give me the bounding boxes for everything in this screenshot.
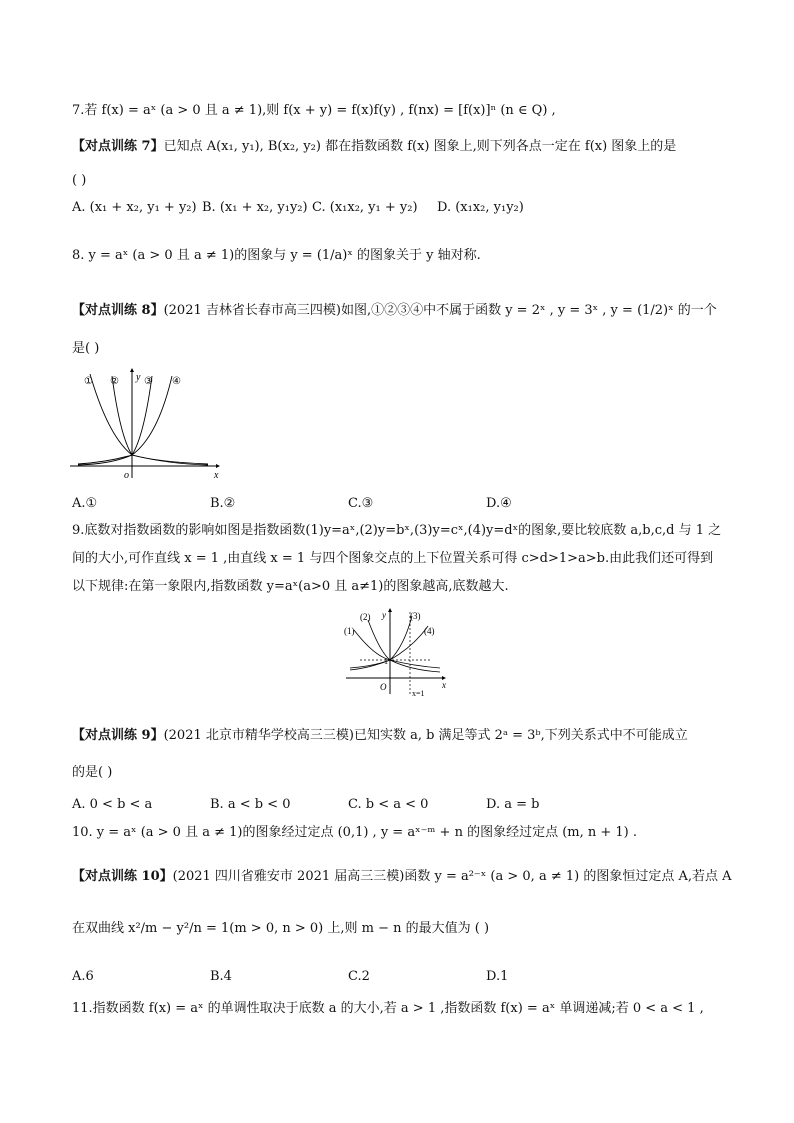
option-d: D. a = b	[486, 797, 540, 812]
exercise-9-stem: (2021 北京市精华学校高三三模)已知实数 a, b 满足等式 2ᵃ = 3ᵇ,下列关系式中不可能成立	[163, 728, 688, 743]
exercise-7-paren: ( )	[72, 173, 87, 188]
exercise-9-text	[72, 727, 734, 745]
option-a: A. 0 < b < a	[72, 797, 153, 812]
point-8-text: 8. y = aˣ (a > 0 且 a ≠ 1)的图象与 y = (1/a)ˣ 的图象关于 y 轴对称.	[72, 248, 481, 263]
option-d: D.④	[486, 496, 512, 511]
exercise-8-stem: (2021 吉林省长春市高三四模)如图,①②③④中不属于函数 y = 2ˣ , y = 3ˣ , y = (1/2)ˣ 的一个	[163, 303, 717, 318]
x-equals-1-label: x=1	[412, 689, 425, 698]
exercise-7-text	[72, 138, 734, 156]
point-9-line1: 9.底数对指数函数的影响如图是指数函数(1)y=aˣ,(2)y=bˣ,(3)y=cˣ,(4)y=dˣ的图象,要比较底数 a,b,c,d 与 1 之	[72, 523, 722, 538]
exercise-10-cont: 在双曲线 x²/m − y²/n = 1(m > 0, n > 0) 上,则 m − n 的最大值为 ( )	[72, 921, 490, 936]
exercise-7-tag: 【对点训练 7】	[72, 139, 164, 154]
point-7-text: 7.若 f(x) = aˣ (a > 0 且 a ≠ 1),则 f(x + y) = f(x)f(y) , f(nx) = [f(x)]ⁿ (n ∈ Q) ,	[72, 103, 556, 118]
option-a: A. (x₁ + x₂, y₁ + y₂)	[72, 200, 197, 215]
option-a: A.6	[72, 969, 94, 984]
one-label: 1	[384, 657, 388, 666]
exercise-8-cont: 是( )	[72, 341, 100, 356]
exercise-9-tag: 【对点训练 9】	[72, 728, 164, 743]
option-c: C. b < a < 0	[348, 797, 429, 812]
option-c: C. (x₁x₂, y₁ + y₂)	[312, 200, 418, 215]
curve-1-label: (1)	[344, 626, 355, 636]
origin-label: o	[124, 470, 129, 481]
option-b: B. (x₁ + x₂, y₁y₂)	[202, 200, 308, 215]
figure-8-graph	[68, 366, 228, 484]
axis-x-label: x	[442, 680, 446, 690]
axis-x-label: x	[214, 470, 219, 481]
point-10-text: 10. y = aˣ (a > 0 且 a ≠ 1)的图象经过定点 (0,1) , y = aˣ⁻ᵐ + n 的图象经过定点 (m, n + 1) .	[72, 825, 638, 840]
exercise-10-tag: 【对点训练 10】	[72, 869, 173, 884]
point-9-line2: 间的大小,可作直线 x = 1 ,由直线 x = 1 与四个图象交点的上下位置关系可得 c>d>1>a>b.由此我们还可得到	[72, 551, 714, 566]
curve-3-label: (3)	[410, 611, 421, 621]
option-d: D.1	[486, 969, 509, 984]
curve-2-label: (2)	[360, 612, 371, 622]
exercise-9-cont: 的是( )	[72, 765, 113, 780]
axis-y-label: y	[136, 372, 141, 383]
exercise-10-text	[72, 868, 734, 886]
point-11-text: 11.指数函数 f(x) = aˣ 的单调性取决于底数 a 的大小,若 a > 1 ,指数函数 f(x) = aˣ 单调递减;若 0 < a < 1 ,	[72, 1001, 704, 1016]
exercise-8-tag: 【对点训练 8】	[72, 303, 164, 318]
option-b: B. a < b < 0	[210, 797, 291, 812]
origin-label: O	[380, 682, 387, 692]
exercise-8-text	[72, 302, 734, 320]
option-c: C.2	[348, 969, 370, 984]
option-a: A.①	[72, 496, 98, 511]
option-b: B.②	[210, 496, 236, 511]
curve-1-label: ①	[84, 376, 93, 387]
axis-y-label: y	[382, 610, 386, 620]
point-9-line3: 以下规律:在第一象限内,指数函数 y=aˣ(a>0 且 a≠1)的图象越高,底数越大.	[72, 579, 509, 594]
exercise-7-stem: 已知点 A(x₁, y₁), B(x₂, y₂) 都在指数函数 f(x) 图象上,则下列各点一定在 f(x) 图象上的是	[163, 139, 677, 154]
option-c: C.③	[348, 496, 374, 511]
curve-4-label: ④	[172, 376, 181, 387]
figure-9-graph	[340, 606, 455, 698]
option-d: D. (x₁x₂, y₁y₂)	[437, 200, 524, 215]
curve-2-label: ②	[110, 376, 119, 387]
exercise-10-stem: (2021 四川省雅安市 2021 届高三三模)函数 y = a²⁻ˣ (a > 0, a ≠ 1) 的图象恒过定点 A,若点 A	[172, 869, 732, 884]
curve-3-label: ③	[144, 376, 153, 387]
option-b: B.4	[210, 969, 232, 984]
curve-4-label: (4)	[424, 626, 435, 636]
